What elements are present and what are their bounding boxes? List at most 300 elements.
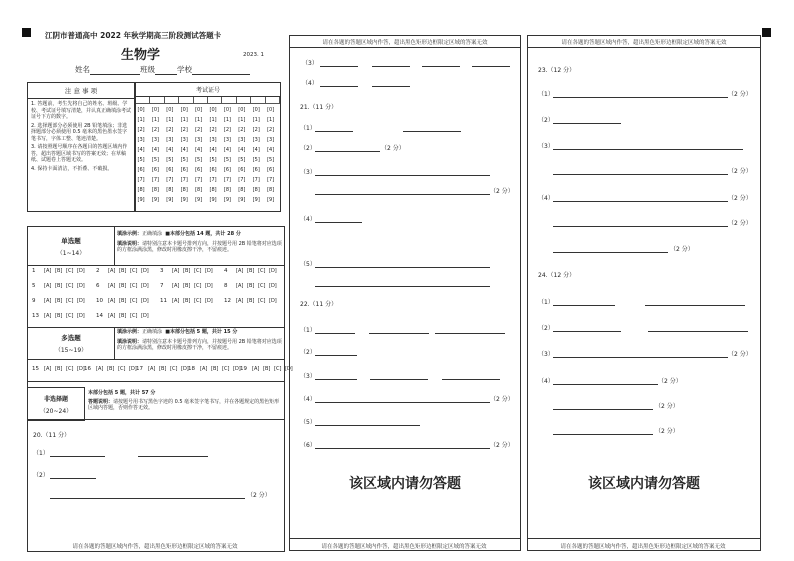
area-note: 请在各题的答题区域内作答，超出黑色矩形边框限定区域的答案无效 [561,40,727,46]
q24-l3-score: （2 分） [728,351,752,358]
desc-label: 填涂说明： [117,338,143,345]
exam-id-digit-bubble[interactable]: [1] [267,117,275,123]
exam-id-digit-bubble[interactable]: [7] [252,177,260,183]
option-bubble-c[interactable]: [C] [194,298,202,304]
q22-answer-4[interactable] [315,394,490,403]
q24-answer-1b[interactable] [645,297,745,306]
q23-answer-4c[interactable] [553,244,668,253]
answer-section-col1 [27,226,293,552]
q22-title: 22.（11 分） [300,301,338,308]
exam-id-digit-bubble[interactable]: [4] [166,147,174,153]
student-info-row [75,64,250,75]
option-bubble-a[interactable]: [A] [44,366,52,372]
desc-label: 填涂说明： [117,240,143,247]
q23-l4-score: （2 分） [728,195,752,202]
q20-answer-1b[interactable] [138,448,208,457]
exam-id-digit-bubble[interactable]: [0] [151,107,159,113]
option-bubble-a[interactable]: [A] [236,283,244,289]
option-bubble-b[interactable]: [B] [183,268,191,274]
exam-id-digit-bubble[interactable]: [0] [137,107,145,113]
single-choice-grid[interactable] [28,265,284,328]
option-bubble-c[interactable]: [C] [258,283,266,289]
exam-id-digit-bubble[interactable]: [5] [209,157,217,163]
exam-id-digit-bubble[interactable]: [4] [180,147,188,153]
option-bubble-c[interactable]: [C] [130,313,138,319]
exam-id-write-cell[interactable] [165,97,179,104]
exam-id-write-cell[interactable] [136,97,150,104]
q21-answer-4[interactable] [315,214,362,223]
exam-id-digit-bubble[interactable]: [3] [252,137,260,143]
question-number: 9 [32,298,36,304]
option-bubble-a[interactable]: [A] [172,268,180,274]
option-bubble-b[interactable]: [B] [55,283,63,289]
exam-id-digit-bubble[interactable]: [0] [195,107,203,113]
question-number: 15 [32,366,39,372]
exam-id-digit-bubble[interactable]: [4] [267,147,275,153]
option-bubble-c[interactable]: [C] [118,366,126,372]
corner-mark [22,28,31,37]
class-field[interactable] [155,66,177,75]
q22-answer-1b[interactable] [369,325,429,334]
q22-answer-2[interactable] [315,347,357,356]
notice-item: 4. 保持卡面清洁，不折叠、不破损。 [31,165,113,172]
exam-id-digit-bubble[interactable]: [8] [209,187,217,193]
option-bubble-a[interactable]: [A] [44,313,52,319]
exam-id-digit-bubble[interactable]: [2] [137,127,145,133]
answer-section-col3 [527,35,761,551]
q24-answer-4c[interactable] [553,426,653,435]
option-bubble-a[interactable]: [A] [108,298,116,304]
exam-id-digit-bubble[interactable]: [9] [267,197,275,203]
question-number: 5 [32,283,36,289]
q23-score: （2 分） [728,168,752,175]
q24-score-c: （2 分） [655,428,679,435]
q24-answer-2b[interactable] [648,323,748,332]
exam-id-digit-bubble[interactable]: [1] [137,117,145,123]
q21-title: 21.（11 分） [300,104,338,111]
option-bubble-b[interactable]: [B] [159,366,167,372]
exam-id-digit-bubble[interactable]: [6] [166,167,174,173]
exam-id-digit-bubble[interactable]: [1] [151,117,159,123]
exam-id-digit-bubble[interactable]: [6] [238,167,246,173]
exam-id-digit-bubble[interactable]: [7] [137,177,145,183]
exam-id-digit-bubble[interactable]: [0] [238,107,246,113]
exam-id-digit-bubble[interactable]: [5] [180,157,188,163]
exam-id-digit-bubble[interactable]: [1] [223,117,231,123]
option-bubble-d[interactable]: [D] [77,283,85,289]
name-label: 姓名 [75,65,90,74]
exam-id-digit-bubble[interactable]: [5] [137,157,145,163]
option-bubble-b[interactable]: [B] [183,298,191,304]
exam-id-digit-bubble[interactable]: [7] [223,177,231,183]
multi-choice-grid[interactable] [28,359,293,382]
option-bubble-b[interactable]: [B] [55,268,63,274]
q24-answer-1a[interactable] [553,297,615,306]
exam-id-digit-bubble[interactable]: [0] [180,107,188,113]
q20-answer-3c[interactable] [422,58,460,67]
single-count: ■本部分包括 14 题，共计 28 分 [165,231,241,237]
option-bubble-d[interactable]: [D] [233,366,241,372]
option-bubble-a[interactable]: [A] [148,366,156,372]
area-note: 请在各题的答题区域内作答，超出黑色矩形边框限定区域的答案无效 [560,544,726,550]
exam-id-digit-bubble[interactable]: [4] [137,147,145,153]
q22-l4-score: （2 分） [490,396,514,403]
exam-id-digit-bubble[interactable]: [6] [252,167,260,173]
q23-l4c-score: （2 分） [670,246,694,253]
option-bubble-b[interactable]: [B] [263,366,271,372]
option-bubble-d[interactable]: [D] [205,268,213,274]
q22-answer-3c[interactable] [442,371,500,380]
option-bubble-b[interactable]: [B] [119,268,127,274]
exam-id-digit-bubble[interactable]: [5] [195,157,203,163]
q22-answer-6[interactable] [315,440,490,449]
option-bubble-d[interactable]: [D] [141,283,149,289]
option-bubble-a[interactable]: [A] [108,268,116,274]
option-bubble-c[interactable]: [C] [258,298,266,304]
exam-id-write-cell[interactable] [208,97,222,104]
exam-id-grid[interactable] [136,97,280,207]
exam-id-digit-bubble[interactable]: [9] [252,197,260,203]
name-field[interactable] [90,66,140,75]
question-number: 14 [96,313,103,319]
option-bubble-c[interactable]: [C] [66,313,74,319]
exam-id-digit-bubble[interactable]: [2] [180,127,188,133]
q20-answer-4b[interactable] [372,78,410,87]
exam-id-digit-bubble[interactable]: [3] [137,137,145,143]
exam-id-digit-bubble[interactable]: [5] [252,157,260,163]
question-number: 2 [96,268,100,274]
exam-id-digit-bubble[interactable]: [2] [238,127,246,133]
exam-id-digit-bubble[interactable]: [4] [209,147,217,153]
q24-l4: （4） [538,378,554,385]
single-choice-title: 单选题 [61,237,81,245]
exam-title: 江阴市普通高中 2022 年秋学期高三阶段测试答题卡 [45,31,222,40]
question-number: 4 [224,268,228,274]
exam-id-digit-bubble[interactable]: [2] [267,127,275,133]
exam-id-digit-bubble[interactable]: [0] [267,107,275,113]
q23-l4: （4） [538,195,554,202]
exam-id-digit-bubble[interactable]: [5] [151,157,159,163]
option-bubble-b[interactable]: [B] [55,366,63,372]
option-bubble-d[interactable]: [D] [141,268,149,274]
option-bubble-c[interactable]: [C] [130,298,138,304]
exam-id-digit-bubble[interactable]: [7] [238,177,246,183]
option-bubble-a[interactable]: [A] [44,268,52,274]
option-bubble-d[interactable]: [D] [269,298,277,304]
q22-answer-3b[interactable] [370,371,428,380]
option-bubble-b[interactable]: [B] [55,313,63,319]
exam-id-digit-bubble[interactable]: [0] [209,107,217,113]
exam-id-box [135,82,281,212]
option-bubble-d[interactable]: [D] [205,298,213,304]
option-bubble-b[interactable]: [B] [247,298,255,304]
exam-id-digit-bubble[interactable]: [1] [195,117,203,123]
exam-id-digit-bubble[interactable]: [2] [166,127,174,133]
exam-id-digit-bubble[interactable]: [3] [166,137,174,143]
q21-answer-2[interactable] [315,143,380,152]
option-bubble-d[interactable]: [D] [77,313,85,319]
q21-l4: （4） [300,216,316,223]
option-bubble-c[interactable]: [C] [66,268,74,274]
exam-id-digit-bubble[interactable]: [6] [195,167,203,173]
q24-answer-2a[interactable] [553,323,621,332]
option-bubble-c[interactable]: [C] [258,268,266,274]
q22-answer-1a[interactable] [315,325,355,334]
q22-answer-3a[interactable] [315,371,357,380]
q21-answer-1a[interactable] [315,123,353,132]
exam-id-digit-bubble[interactable]: [1] [209,117,217,123]
option-bubble-d[interactable]: [D] [269,268,277,274]
q21-answer-5a[interactable] [315,259,490,268]
option-bubble-d[interactable]: [D] [181,366,189,372]
exam-id-digit-bubble[interactable]: [2] [195,127,203,133]
exam-id-digit-bubble[interactable]: [3] [238,137,246,143]
option-bubble-c[interactable]: [C] [194,283,202,289]
exam-id-digit-bubble[interactable]: [7] [209,177,217,183]
question-number: 3 [160,268,164,274]
option-bubble-b[interactable]: [B] [247,283,255,289]
q23-answer-4b[interactable] [553,218,728,227]
exam-id-digit-bubble[interactable]: [8] [180,187,188,193]
q20-answer-3a[interactable] [320,58,358,67]
q23-answer-4a[interactable] [553,193,728,202]
option-bubble-d[interactable]: [D] [141,313,149,319]
question-number: 12 [224,298,231,304]
exam-id-digit-bubble[interactable]: [5] [238,157,246,163]
exam-id-digit-bubble[interactable]: [9] [223,197,231,203]
option-bubble-d[interactable]: [D] [205,283,213,289]
q23-answer-1[interactable] [553,89,728,98]
q21-answer-3b[interactable] [315,186,490,195]
option-bubble-c[interactable]: [C] [194,268,202,274]
notice-box [27,82,135,212]
exam-id-digit-bubble[interactable]: [3] [223,137,231,143]
option-bubble-d[interactable]: [D] [285,366,293,372]
option-bubble-a[interactable]: [A] [252,366,260,372]
option-bubble-a[interactable]: [A] [172,283,180,289]
option-bubble-b[interactable]: [B] [55,298,63,304]
q21-answer-1b[interactable] [403,123,461,132]
multi-choice-title: 多选题 [61,334,81,342]
non-choice-head [28,387,85,421]
exam-id-digit-bubble[interactable]: [6] [223,167,231,173]
exam-id-digit-bubble[interactable]: [2] [252,127,260,133]
exam-id-digit-bubble[interactable]: [8] [137,187,145,193]
exam-id-digit-bubble[interactable]: [2] [151,127,159,133]
exam-id-write-cell[interactable] [251,97,265,104]
question-number: 17 [136,366,143,372]
option-bubble-d[interactable]: [D] [77,366,85,372]
option-bubble-a[interactable]: [A] [200,366,208,372]
option-bubble-c[interactable]: [C] [222,366,230,372]
option-bubble-d[interactable]: [D] [129,366,137,372]
option-bubble-b[interactable]: [B] [247,268,255,274]
exam-id-digit-bubble[interactable]: [7] [180,177,188,183]
option-bubble-b[interactable]: [B] [119,298,127,304]
q20-answer-4a[interactable] [320,78,358,87]
q21-l1: （1） [300,125,316,132]
option-bubble-a[interactable]: [A] [96,366,104,372]
q22-answer-1c[interactable] [435,325,505,334]
q22-l4: （4） [300,396,316,403]
exam-id-digit-bubble[interactable]: [2] [223,127,231,133]
option-bubble-d[interactable]: [D] [77,298,85,304]
school-field[interactable] [192,66,250,75]
exam-id-digit-bubble[interactable]: [7] [267,177,275,183]
q22-l2: （2） [300,349,316,356]
non-count: 本部分包括 5 题，共计 57 分 [88,390,156,396]
q21-answer-5b[interactable] [315,278,490,287]
option-bubble-a[interactable]: [A] [108,313,116,319]
non-choice-range: （20~24） [39,408,73,415]
option-bubble-c[interactable]: [C] [130,283,138,289]
exam-id-digit-bubble[interactable]: [6] [267,167,275,173]
question-number: 16 [84,366,91,372]
exam-id-digit-bubble[interactable]: [3] [195,137,203,143]
q24-answer-4a[interactable] [553,376,658,385]
exam-id-digit-bubble[interactable]: [8] [252,187,260,193]
option-bubble-b[interactable]: [B] [119,313,127,319]
exam-id-digit-bubble[interactable]: [2] [209,127,217,133]
q23-l2: （2） [538,117,554,124]
question-number: 18 [188,366,195,372]
q20-answer-3d[interactable] [472,58,510,67]
q20-answer-2a[interactable] [50,470,96,479]
q23-title: 23.（12 分） [538,67,576,74]
option-bubble-c[interactable]: [C] [130,268,138,274]
exam-id-digit-bubble[interactable]: [6] [151,167,159,173]
subject-title: 生物学 [121,48,161,63]
corner-mark [762,28,771,37]
example-value: 正确填涂 [142,329,163,335]
option-bubble-c[interactable]: [C] [66,283,74,289]
exam-id-digit-bubble[interactable]: [8] [223,187,231,193]
q21-l2-score: （2 分） [381,145,405,152]
exam-id-digit-bubble[interactable]: [5] [267,157,275,163]
option-bubble-c[interactable]: [C] [66,298,74,304]
question-number: 7 [160,283,164,289]
exam-id-digit-bubble[interactable]: [8] [238,187,246,193]
notice-item: 1. 答题前，考生先将自己的姓名、班级、学校、考试证号填写清楚，并认真正确填涂考试证号下方的数字。 [31,101,132,120]
exam-id-digit-bubble[interactable]: [9] [137,197,145,203]
exam-id-digit-bubble[interactable]: [7] [166,177,174,183]
option-bubble-d[interactable]: [D] [141,298,149,304]
exam-id-digit-bubble[interactable]: [1] [180,117,188,123]
option-bubble-a[interactable]: [A] [108,283,116,289]
exam-id-digit-bubble[interactable]: [9] [151,197,159,203]
option-bubble-a[interactable]: [A] [236,268,244,274]
q23-l3: （3） [538,143,554,150]
exam-id-digit-bubble[interactable]: [0] [252,107,260,113]
exam-id-digit-bubble[interactable]: [5] [166,157,174,163]
exam-id-digit-bubble[interactable]: [6] [137,167,145,173]
option-bubble-b[interactable]: [B] [183,283,191,289]
q24-answer-4b[interactable] [553,401,653,410]
option-bubble-a[interactable]: [A] [44,298,52,304]
option-bubble-a[interactable]: [A] [44,283,52,289]
q21-answer-3a[interactable] [315,167,490,176]
exam-id-digit-bubble[interactable]: [4] [223,147,231,153]
exam-id-write-cell[interactable] [194,97,208,104]
q24-l3: （3） [538,351,554,358]
q20-answer-2b[interactable] [50,490,245,499]
exam-id-digit-bubble[interactable]: [4] [151,147,159,153]
exam-id-digit-bubble[interactable]: [6] [180,167,188,173]
option-bubble-c[interactable]: [C] [66,366,74,372]
exam-id-digit-bubble[interactable]: [9] [180,197,188,203]
option-bubble-b[interactable]: [B] [211,366,219,372]
exam-id-digit-bubble[interactable]: [4] [252,147,260,153]
exam-id-digit-bubble[interactable]: [8] [267,187,275,193]
exam-id-write-cell[interactable] [266,97,280,104]
q22-answer-5[interactable] [315,417,420,426]
notice-title: 注 意 事 项 [64,87,98,95]
exam-id-write-cell[interactable] [222,97,236,104]
q24-l2: （2） [538,325,554,332]
exam-id-digit-bubble[interactable]: [1] [166,117,174,123]
multi-count: ■本部分包括 5 题，共计 15 分 [165,329,238,335]
exam-id-digit-bubble[interactable]: [3] [267,137,275,143]
exam-id-write-cell[interactable] [237,97,251,104]
exam-id-digit-bubble[interactable]: [9] [166,197,174,203]
example-label: 填涂示例： [117,329,143,335]
q23-answer-3b[interactable] [553,166,728,175]
exam-id-digit-bubble[interactable]: [4] [195,147,203,153]
non-choice-title: 非选择题 [43,396,68,403]
area-note: 请在各题的答题区域内作答，超出黑色矩形边框限定区域的答案无效 [72,544,238,550]
exam-id-digit-bubble[interactable]: [5] [223,157,231,163]
q24-answer-3[interactable] [553,349,728,358]
q20-answer-3b[interactable] [372,58,410,67]
option-bubble-c[interactable]: [C] [274,366,282,372]
exam-id-digit-bubble[interactable]: [1] [252,117,260,123]
exam-id-digit-bubble[interactable]: [7] [195,177,203,183]
option-bubble-b[interactable]: [B] [119,283,127,289]
q20-answer-1a[interactable] [50,448,105,457]
q23-answer-2[interactable] [553,115,621,124]
exam-id-digit-bubble[interactable]: [0] [166,107,174,113]
exam-id-digit-bubble[interactable]: [8] [151,187,159,193]
exam-id-digit-bubble[interactable]: [3] [151,137,159,143]
exam-id-write-cell[interactable] [179,97,193,104]
q21-l3: （3） [300,169,316,176]
exam-id-digit-bubble[interactable]: [1] [238,117,246,123]
exam-id-digit-bubble[interactable]: [3] [180,137,188,143]
q23-answer-3a[interactable] [553,141,743,150]
exam-id-digit-bubble[interactable]: [9] [238,197,246,203]
option-bubble-b[interactable]: [B] [107,366,115,372]
exam-id-digit-bubble[interactable]: [8] [195,187,203,193]
option-bubble-a[interactable]: [A] [172,298,180,304]
exam-id-digit-bubble[interactable]: [4] [238,147,246,153]
area-note: 请在各题的答题区域内作答，超出黑色矩形边框限定区域的答案无效 [321,544,487,550]
q22-l6: （6） [300,442,316,449]
exam-id-digit-bubble[interactable]: [8] [166,187,174,193]
q20-l2: （2） [33,472,49,479]
exam-id-digit-bubble[interactable]: [9] [209,197,217,203]
exam-id-digit-bubble[interactable]: [9] [195,197,203,203]
option-bubble-a[interactable]: [A] [236,298,244,304]
exam-id-write-cell[interactable] [150,97,164,104]
exam-id-digit-bubble[interactable]: [3] [209,137,217,143]
option-bubble-d[interactable]: [D] [77,268,85,274]
multi-choice-head [28,327,115,360]
exam-id-digit-bubble[interactable]: [6] [209,167,217,173]
option-bubble-d[interactable]: [D] [269,283,277,289]
exam-id-digit-bubble[interactable]: [0] [223,107,231,113]
option-bubble-c[interactable]: [C] [170,366,178,372]
exam-id-digit-bubble[interactable]: [7] [151,177,159,183]
